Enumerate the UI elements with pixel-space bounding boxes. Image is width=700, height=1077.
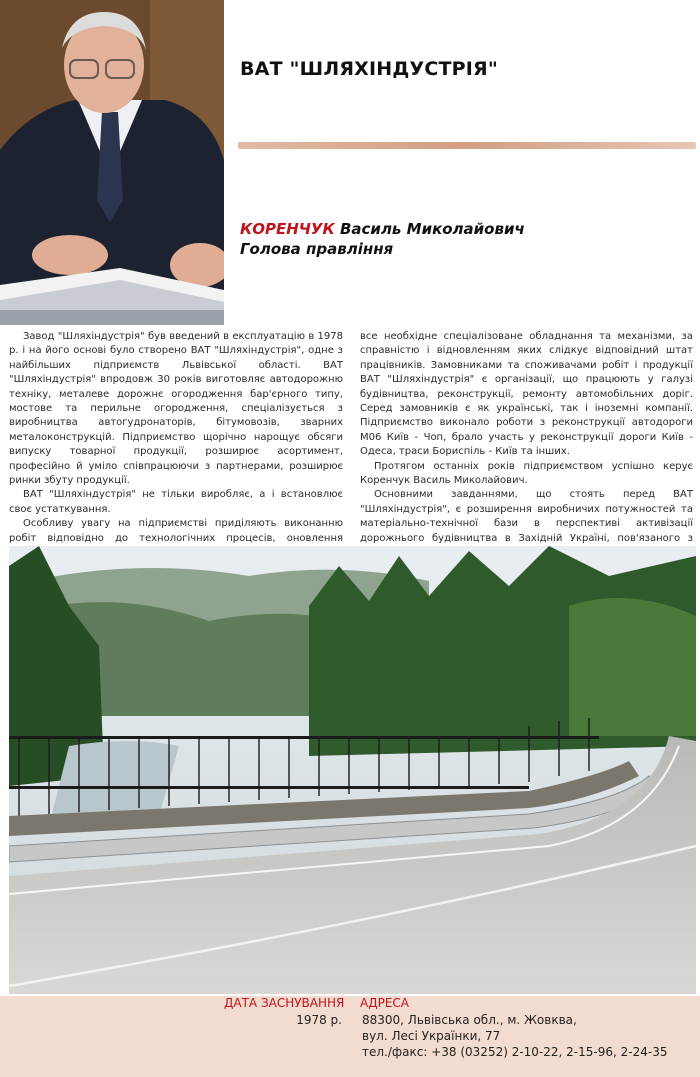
person-given-names: Василь Миколайович xyxy=(334,220,525,238)
address-line: вул. Лесі Українки, 77 xyxy=(362,1029,501,1043)
article-paragraph: Завод "Шляхіндустрія" був введений в експлуатацію в 1978 р. і на його основі було створено ВАТ "Шляхіндустрія", одне з найбільших підприємств Львівської області. ВАТ "Шляхіндустрія" впродовж 30 років виготовляє автодорожню техніку, металеве дорожнє огородження бар'єрного типу, мостове та перильне огородження, спеціалізується з виробництва автогудронаторів, бітумовозів, зварних металоконструкцій. Підприємство щорічно нарощує обсяги випуску товарної продукції, розширює асортимент, професійно й уміло співпрацюючи з партнерами, розширює ринки збуту продукції. xyxy=(9,331,343,487)
road-landscape-photo xyxy=(9,546,696,994)
address-label: АДРЕСА xyxy=(360,996,409,1010)
article-paragraph: Основними завданнями, що стоять перед ВАТ "Шляхіндустрія", є розширення виробничих потужностей та матеріально-технічної бази в перспективі активізації дорожнього будівництва в Західній Україні, пов'язаного з xyxy=(360,489,693,544)
company-title: ВАТ "ШЛЯХІНДУСТРІЯ" xyxy=(240,58,498,80)
article-paragraph: все необхідне спеціалізоване обладнання та механізми, за справністю і відновленням яких слідкує відповідний штат працівників. Замовниками та споживачами робіт і продукції ВАТ "Шляхіндустрія" є організації, що працюють у галузі будівництва, реконструкції, ремонту автомобільних доріг. Серед замовників є як українські, так і іноземні компанії. Підприємство виконало роботи з реконструкції автодороги М06 Київ - Чоп, брало участь у реконструкції дороги Київ - Одеса, траси Бориспіль - Київ та інших. xyxy=(360,331,693,458)
article-paragraph: Протягом останніх років підприємством успішно керує Коренчук Василь Миколайович. xyxy=(360,460,693,487)
founded-value: 1978 р. xyxy=(296,1013,342,1027)
article-paragraph: ВАТ "Шляхіндустрія" не тільки виробляє, а і встановлює своє устаткування. xyxy=(9,489,343,515)
person-surname: КОРЕНЧУК xyxy=(240,220,335,238)
person-name xyxy=(240,220,525,238)
article-paragraph: Особливу увагу на підприємстві приділяють виконанню робіт відповідно до технологічних процесів, оновлення xyxy=(9,518,343,544)
title-rule xyxy=(238,142,696,149)
footer-band xyxy=(0,996,700,1077)
person-role: Голова правління xyxy=(240,240,394,258)
portrait-photo xyxy=(0,0,224,325)
founded-label: ДАТА ЗАСНУВАННЯ xyxy=(224,996,345,1010)
phone-line: тел./факс: +38 (03252) 2-10-22, 2-15-96, 2-24-35 xyxy=(362,1045,668,1059)
article-left-column xyxy=(9,330,343,575)
article-right-column xyxy=(360,330,693,575)
address-line: 88300, Львівська обл., м. Жовква, xyxy=(362,1013,577,1027)
